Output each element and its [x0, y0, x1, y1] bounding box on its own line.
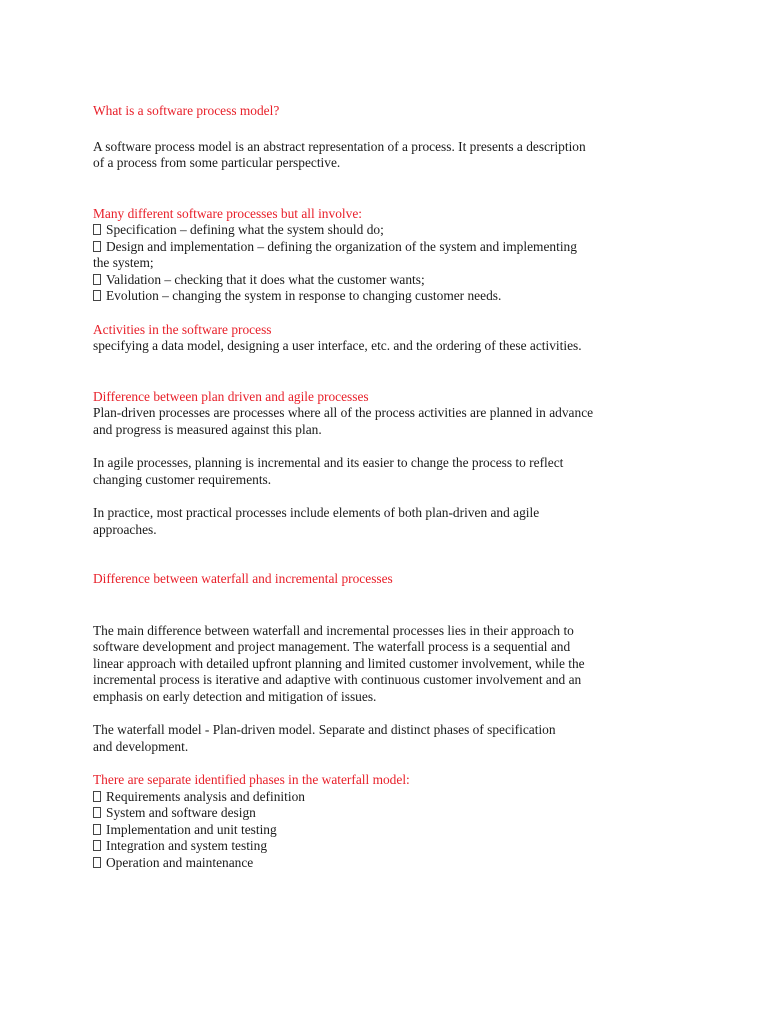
heading-plan-vs-agile: Difference between plan driven and agile processes — [93, 388, 369, 404]
checkbox-bullet-icon — [93, 807, 101, 818]
list-item: Integration and system testing — [93, 838, 688, 855]
heading-processes-involve: Many different software processes but all involve: — [93, 205, 362, 221]
heading-activities: Activities in the software process — [93, 321, 272, 337]
checkbox-bullet-icon — [93, 290, 101, 301]
heading-waterfall-vs-incremental: Difference between waterfall and incremental processes — [93, 571, 393, 586]
checkbox-bullet-icon — [93, 840, 101, 851]
list-item: System and software design — [93, 805, 688, 822]
checkbox-bullet-icon — [93, 791, 101, 802]
paragraph-line: changing customer requirements. — [93, 471, 272, 487]
paragraph-line: emphasis on early detection and mitigation of issues. — [93, 688, 377, 704]
checkbox-bullet-icon — [93, 224, 101, 235]
heading-software-process-model: What is a software process model? — [93, 103, 280, 118]
paragraph-line: In practice, most practical processes include elements of both plan-driven and agile — [93, 505, 540, 520]
checkbox-bullet-icon — [93, 241, 101, 252]
paragraph-line: specifying a data model, designing a user interface, etc. and the ordering of these activities. — [93, 338, 582, 353]
checkbox-bullet-icon — [93, 274, 101, 285]
list-item: Evolution – changing the system in response to changing customer needs. — [93, 288, 688, 305]
paragraph-line: linear approach with detailed upfront planning and limited customer involvement, while the — [93, 655, 585, 671]
paragraph-line: A software process model is an abstract representation of a process. It presents a description — [93, 138, 586, 154]
paragraph-line: and progress is measured against this plan. — [93, 421, 322, 437]
paragraph-line: software development and project management. The waterfall process is a sequential and — [93, 639, 571, 654]
paragraph-line: incremental process is iterative and adaptive with continuous customer involvement and an — [93, 672, 582, 687]
paragraph-line: In agile processes, planning is incremental and its easier to change the process to reflect — [93, 455, 564, 470]
heading-waterfall-phases: There are separate identified phases in the waterfall model: — [93, 772, 410, 787]
paragraph-line: The main difference between waterfall and incremental processes lies in their approach to — [93, 622, 574, 638]
paragraph-line: Plan-driven processes are processes where all of the process activities are planned in advance — [93, 405, 594, 420]
list-item: Operation and maintenance — [93, 855, 688, 872]
checkbox-bullet-icon — [93, 857, 101, 868]
paragraph-line: and development. — [93, 738, 189, 754]
list-item: Design and implementation – defining the organization of the system and implementing — [93, 239, 688, 256]
paragraph-line: of a process from some particular perspective. — [93, 155, 341, 170]
checkbox-bullet-icon — [93, 824, 101, 835]
list-item: Requirements analysis and definition — [93, 789, 688, 806]
list-item-continuation: the system; — [93, 255, 154, 270]
paragraph-line: The waterfall model - Plan-driven model. Separate and distinct phases of specification — [93, 722, 556, 737]
list-item: Implementation and unit testing — [93, 822, 688, 839]
list-item: Validation – checking that it does what the customer wants; — [93, 272, 688, 289]
paragraph-line: approaches. — [93, 521, 157, 537]
list-item: Specification – defining what the system should do; — [93, 222, 688, 239]
